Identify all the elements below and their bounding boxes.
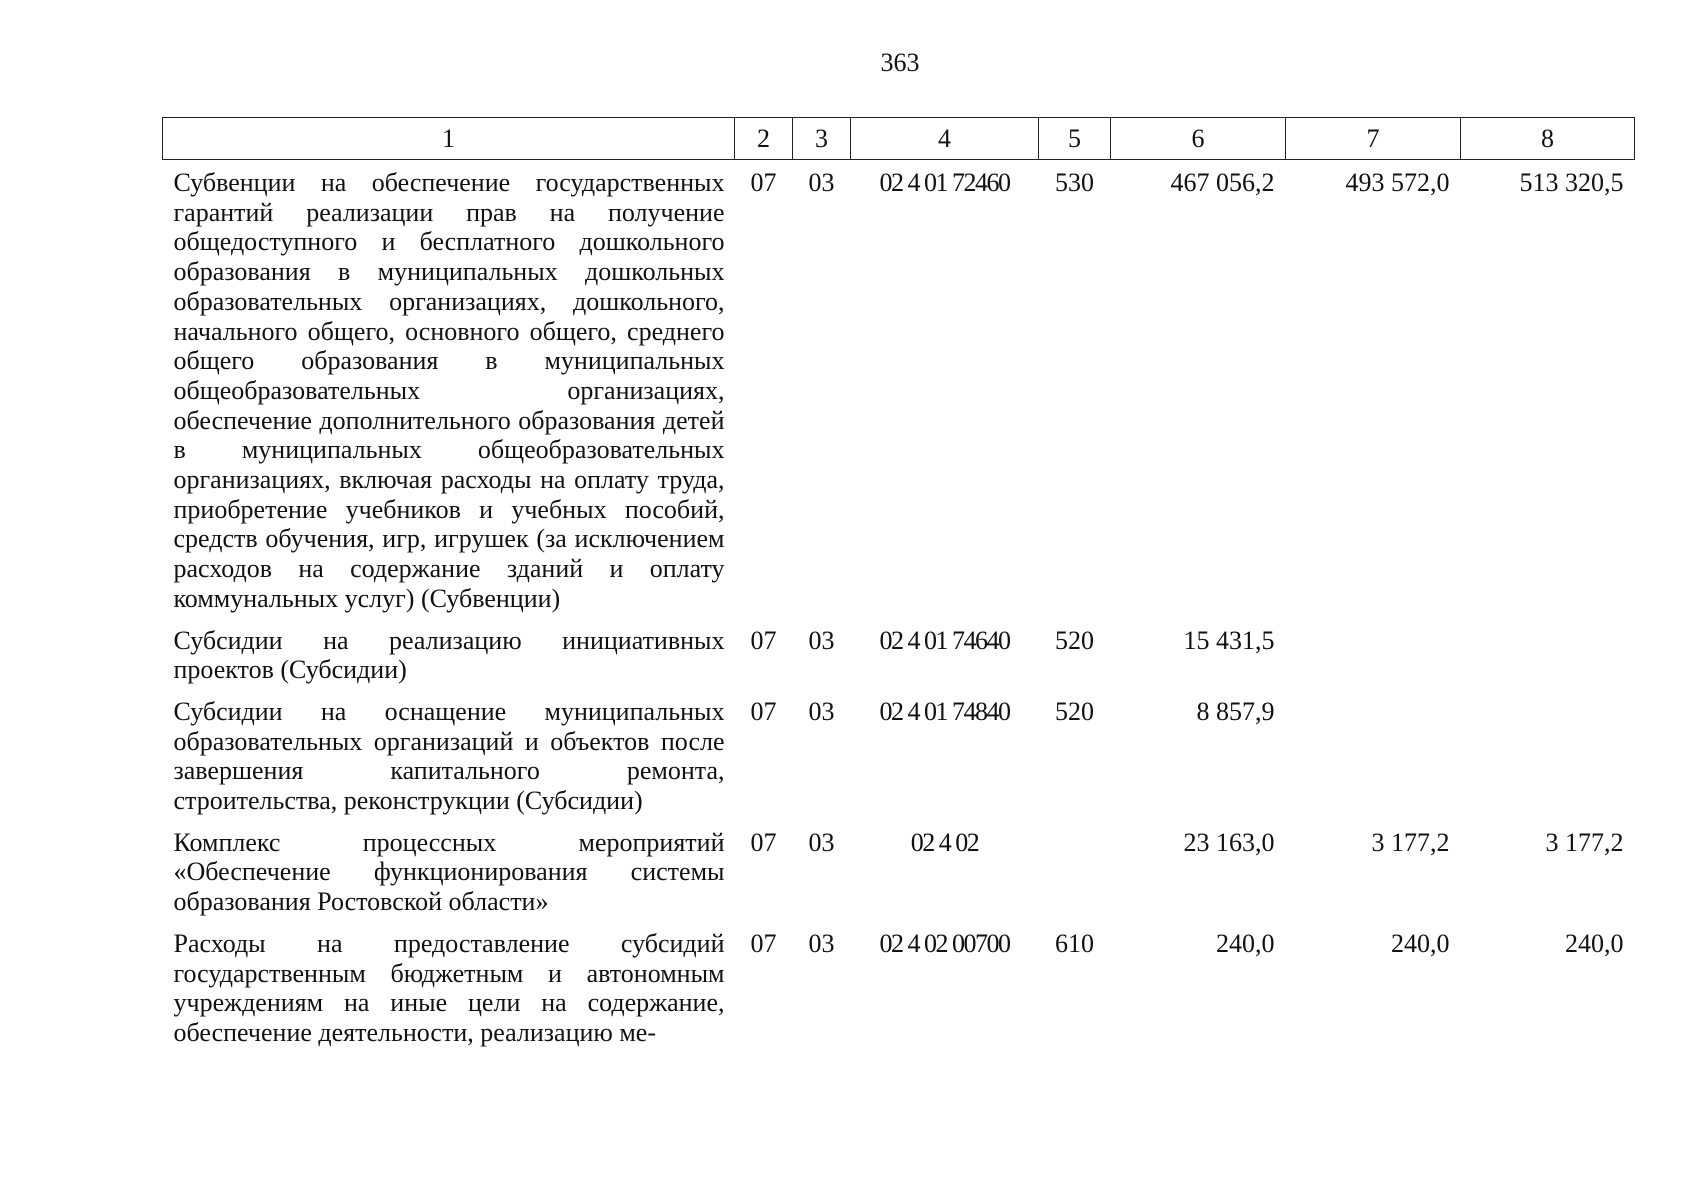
row-expense-type: 520	[1055, 625, 1094, 655]
row-amount-year-1: 467 056,2	[1170, 168, 1275, 197]
budget-table	[162, 117, 1635, 1060]
row-amount-year-1: 8 857,9	[1196, 696, 1275, 726]
row-amount-year-3: 240,0	[1565, 928, 1624, 958]
row-amount-year-2: 240,0	[1391, 928, 1450, 958]
table-header-row	[163, 118, 1635, 160]
row-amount-year-2: 3 177,2	[1371, 827, 1450, 857]
row-subsection-code: 03	[808, 168, 835, 197]
row-section-code: 07	[750, 928, 777, 958]
table-row	[163, 160, 1635, 626]
column-header-8: 8	[1461, 118, 1635, 160]
row-amount-year-1: 15 431,5	[1183, 625, 1275, 655]
column-header-6: 6	[1111, 118, 1286, 160]
row-amount-year-3	[1461, 697, 1635, 828]
column-header-2: 2	[735, 118, 793, 160]
row-target-article: 02 4 01 74840	[879, 696, 1010, 726]
table-row	[163, 929, 1635, 1060]
row-section-code: 07	[750, 696, 777, 726]
row-description: Субсидии на реализацию инициативных проектов (Субсидии)	[173, 625, 725, 685]
row-expense-type: 610	[1055, 928, 1094, 958]
table-row	[163, 697, 1635, 828]
row-section-code: 07	[750, 625, 777, 655]
row-subsection-code: 03	[808, 696, 835, 726]
row-description: Комплекс процессных мероприятий «Обеспечение функционирования системы образования Ростовской области»	[173, 827, 725, 917]
column-header-7: 7	[1286, 118, 1461, 160]
row-amount-year-2: 493 572,0	[1345, 168, 1450, 197]
row-target-article: 02 4 02	[910, 827, 979, 857]
row-description: Расходы на предоставление субсидий государственным бюджетным и автономным учреждениям на иные цели на содержание, обеспечение деятельности, реализацию ме-	[173, 928, 725, 1047]
column-header-3: 3	[793, 118, 851, 160]
row-amount-year-1: 23 163,0	[1183, 827, 1275, 857]
row-target-article: 02 4 02 00700	[879, 928, 1010, 958]
page-number: 363	[880, 48, 920, 77]
row-amount-year-2	[1286, 697, 1461, 828]
column-header-5: 5	[1039, 118, 1111, 160]
row-amount-year-3: 3 177,2	[1545, 827, 1624, 857]
row-target-article: 02 4 01 72460	[879, 168, 1010, 197]
row-subsection-code: 03	[808, 928, 835, 958]
column-header-4: 4	[851, 118, 1039, 160]
row-amount-year-3: 513 320,5	[1519, 168, 1624, 197]
table-row	[163, 828, 1635, 929]
table-row	[163, 626, 1635, 697]
row-target-article: 02 4 01 74640	[879, 625, 1010, 655]
row-subsection-code: 03	[808, 625, 835, 655]
row-subsection-code: 03	[808, 827, 835, 857]
row-section-code: 07	[750, 168, 777, 197]
row-amount-year-1: 240,0	[1216, 928, 1275, 958]
row-description: Субсидии на оснащение муниципальных образовательных организаций и объектов после завершения капитального ремонта, строительства, реконструкции (Субсидии)	[173, 696, 725, 816]
column-header-1: 1	[163, 118, 735, 160]
row-expense-type	[1039, 828, 1111, 929]
row-expense-type: 520	[1055, 696, 1094, 726]
row-amount-year-2	[1286, 626, 1461, 697]
row-section-code: 07	[750, 827, 777, 857]
row-expense-type: 530	[1055, 168, 1094, 197]
row-description: Субвенции на обеспечение государственных гарантий реализации прав на получение общедоступного и бесплатного дошкольного образования в муниципальных дошкольных образовательных организациях, дошкольного, начального общего, основного общего, среднего общего образования в муниципальных общеобразовательных организациях, обеспечение дополнительного образования детей в муниципальных общеобразовательных организациях, включая расходы на оплату труда, приобретение учебников и учебных пособий, средств обучения, игр, игрушек (за исключением расходов на содержание зданий и оплату коммунальных услуг) (Субвенции)	[173, 168, 725, 613]
row-amount-year-3	[1461, 626, 1635, 697]
